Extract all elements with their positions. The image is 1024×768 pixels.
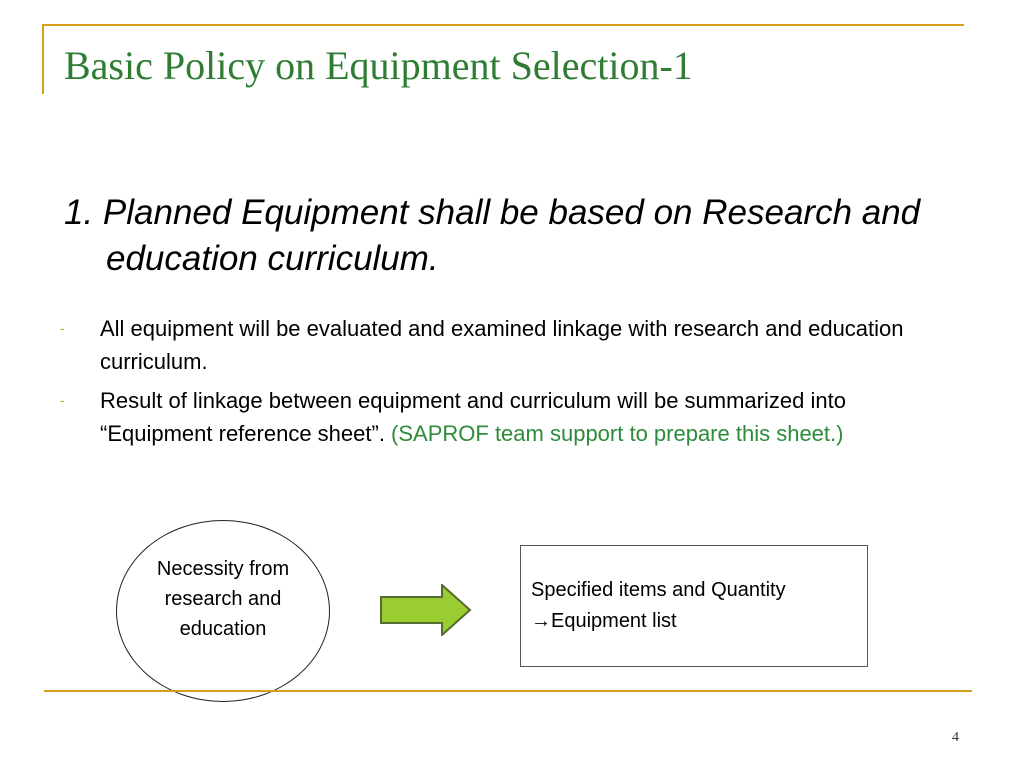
right-arrow-icon <box>380 584 472 636</box>
ellipse-label: Necessity from research and education <box>156 558 290 640</box>
bullet-item <box>60 384 960 450</box>
box-line-list: →Equipment list <box>531 610 677 632</box>
bullet-text: All equipment will be evaluated and examined linkage with research and education curriculum. <box>100 316 904 374</box>
subheading: 1. Planned Equipment shall be based on Research and education curriculum. <box>64 193 921 278</box>
bullet-text: Result of linkage between equipment and curriculum will be summarized into “Equipment reference sheet”. <box>100 388 846 446</box>
slide-title: Basic Policy on Equipment Selection-1 <box>64 43 693 88</box>
necessity-ellipse <box>116 520 330 702</box>
bullet-item <box>60 312 960 378</box>
box-line-items: Specified items and Quantity <box>531 579 786 601</box>
bullet-dash-icon: - <box>60 392 65 408</box>
left-accent-rule <box>42 24 44 94</box>
bullet-dash-icon: - <box>60 320 65 336</box>
equipment-list-box <box>520 545 868 667</box>
bullet-note: (SAPROF team support to prepare this sheet.) <box>391 421 844 446</box>
top-accent-rule <box>44 24 964 26</box>
bottom-accent-rule <box>44 690 972 692</box>
bullet-list <box>60 312 960 456</box>
page-number: 4 <box>952 730 959 745</box>
